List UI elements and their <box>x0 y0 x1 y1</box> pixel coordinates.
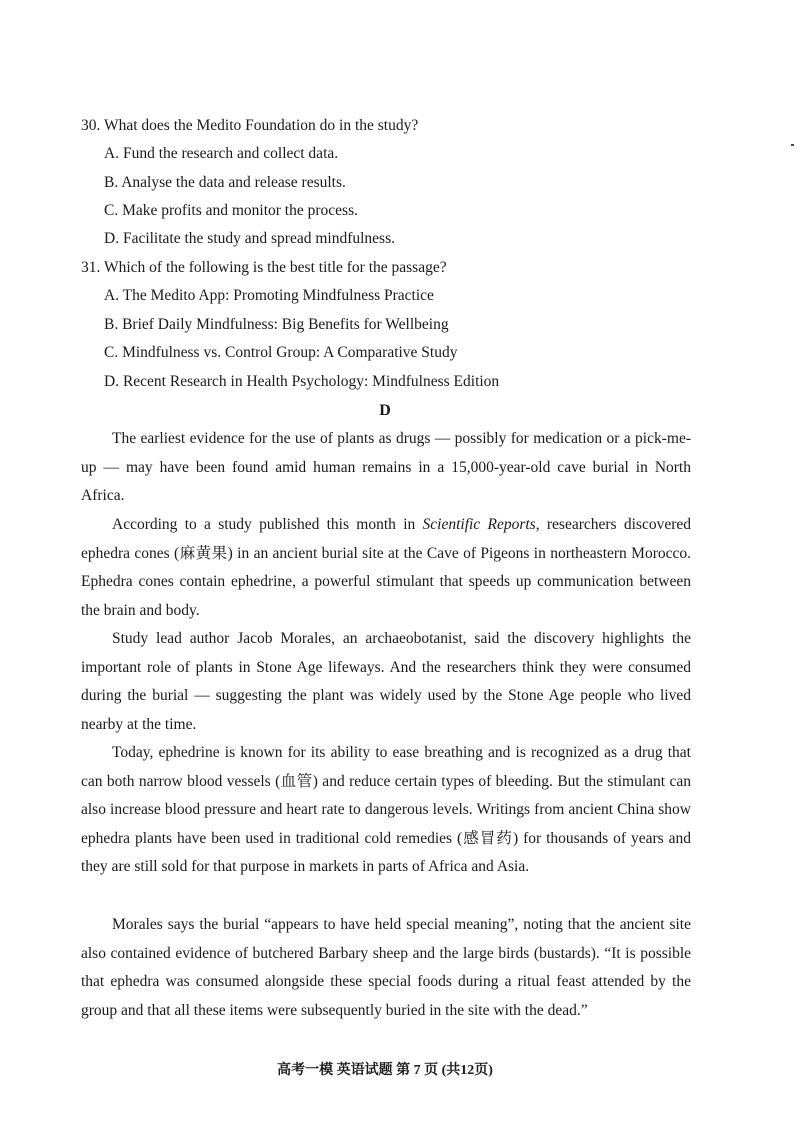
page-footer: 高考一模 英语试题 第 7 页 (共12页) <box>277 1063 493 1078</box>
passage-paragraph-2 <box>81 511 691 625</box>
question-30-option-a: A. Fund the research and collect data. <box>104 145 339 162</box>
question-31-option-c: C. Mindfulness vs. Control Group: A Comparative Study <box>104 344 458 361</box>
journal-title: Scientific Reports <box>422 516 536 533</box>
paragraph-2-rest: , researchers discovered ephedra cones (麻黄果) in an ancient burial site at the Cave of Pigeons in northeastern Morocco. Ephedra cones contain ephedrine, a powerful stimulant that speeds up communication between the brain and body. <box>81 516 691 619</box>
question-30-option-b: B. Analyse the data and release results. <box>104 174 346 191</box>
passage-paragraph-4: Today, ephedrine is known for its ability to ease breathing and is recognized as a drug that can both narrow blood vessels (血管) and reduce certain types of bleeding. But the stimulant can also increase blood pressure and heart rate to dangerous levels. Writings from ancient China show ephedra plants have been used in traditional cold remedies (感冒药) for thousands of years and they are still sold for that purpose in markets in parts of Africa and Asia. <box>81 744 691 876</box>
passage-paragraph-5: Morales says the burial “appears to have held special meaning”, noting that the ancient site also contained evidence of butchered Barbary sheep and the large birds (bustards). “It is possible that ephedra was consumed alongside these special foods during a ritual feast attended by the group and that all these items were subsequently buried in the site with the dead.” <box>81 916 691 1019</box>
question-30-option-c: C. Make profits and monitor the process. <box>104 202 358 219</box>
question-30-stem: 30. What does the Medito Foundation do in the study? <box>81 117 419 134</box>
question-31-option-a: A. The Medito App: Promoting Mindfulness Practice <box>104 287 434 304</box>
passage-paragraph-1: The earliest evidence for the use of plants as drugs — possibly for medication or a pick-me-up — may have been found amid human remains in a 15,000-year-old cave burial in North Africa. <box>81 430 691 505</box>
question-31-option-d: D. Recent Research in Health Psychology: Mindfulness Edition <box>104 373 500 390</box>
paragraph-2-lead: According to a study published this month in <box>112 516 423 533</box>
question-31-option-b: B. Brief Daily Mindfulness: Big Benefits for Wellbeing <box>104 316 449 333</box>
scan-speck <box>791 144 794 146</box>
question-31-stem: 31. Which of the following is the best title for the passage? <box>81 259 447 276</box>
question-30-option-d: D. Facilitate the study and spread mindfulness. <box>104 230 395 247</box>
section-label: D <box>379 402 391 419</box>
passage-paragraph-3: Study lead author Jacob Morales, an archaeobotanist, said the discovery highlights the important role of plants in Stone Age lifeways. And the researchers think they were consumed during the burial — suggesting the plant was widely used by the Stone Age people who lived nearby at the time. <box>81 630 691 733</box>
